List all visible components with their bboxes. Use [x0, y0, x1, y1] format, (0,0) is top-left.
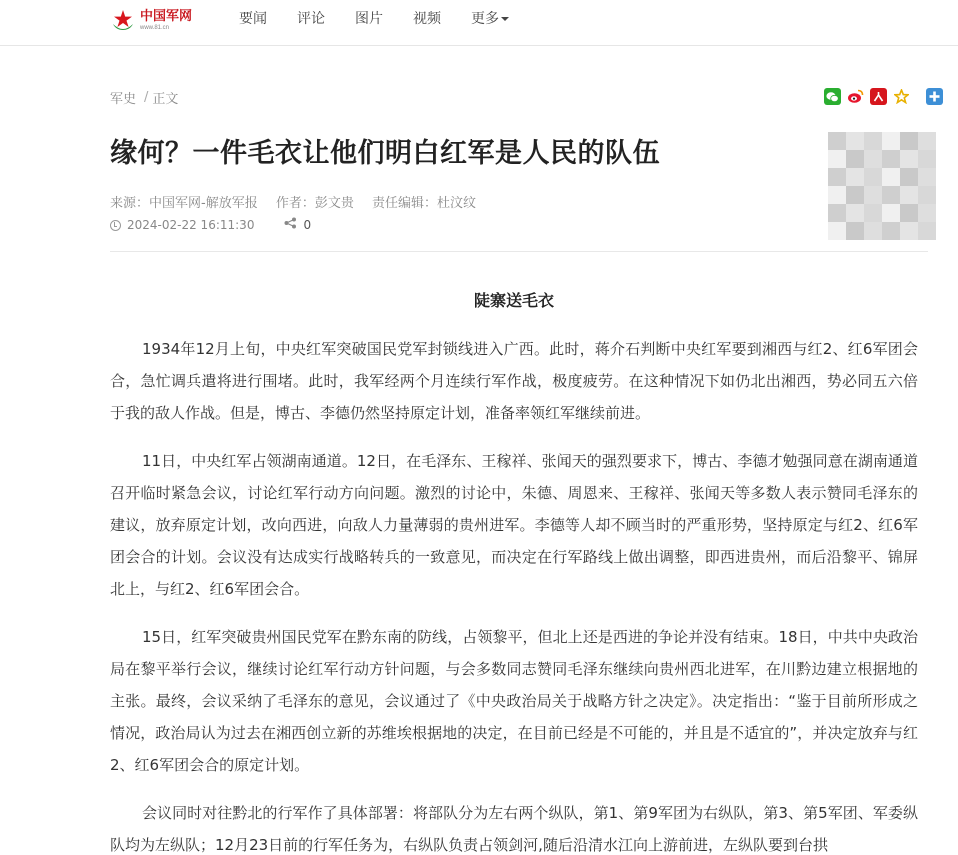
article-title: 缘何？一件毛衣让他们明白红军是人民的队伍: [110, 138, 660, 169]
article-source: 来源：中国军网-解放军报: [110, 196, 258, 211]
weibo-icon[interactable]: [847, 88, 864, 105]
nav-item-photos[interactable]: 图片: [355, 11, 383, 27]
people-daily-icon[interactable]: [870, 88, 887, 105]
nav-item-video[interactable]: 视频: [413, 11, 441, 27]
article-paragraph: 1934年12月上旬，中央红军突破国民党军封锁线进入广西。此时，蒋介石判断中央红军要到湘西与红2、红6军团会合，急忙调兵遣将进行围堵。此时，我军经两个月连续行军作战，极度疲劳。在这种情况下如仍北出湘西，势必同五六倍于我的敌人作战。但是，博古、李德仍然坚持原定计划，准备率领红军继续前进。: [110, 340, 918, 422]
article-author: 作者：彭文贵: [275, 196, 354, 211]
article-editor: 责任编辑：杜汶纹: [372, 196, 477, 211]
article-body: [110, 333, 918, 855]
share-icon[interactable]: [284, 217, 297, 233]
clock-icon: [110, 220, 121, 231]
share-count: 0: [303, 218, 312, 232]
main-nav: [239, 10, 539, 28]
divider: [110, 251, 928, 252]
logo-text: 中国军网: [140, 8, 193, 24]
qr-code-image: [828, 132, 936, 240]
star-icon[interactable]: [893, 88, 910, 105]
logo-emblem-icon: [110, 7, 136, 33]
article-datetime: 2024-02-22 16:11:30: [127, 218, 255, 232]
article-paragraph: 会议同时对往黔北的行军作了具体部署：将部队分为左右两个纵队，第1、第9军团为右纵队，第3、第5军团、军委纵队均为左纵队；12月23日前的行军任务为，右纵队负责占领剑河,随后沿清水江向上游前进，左纵队要到台拱: [110, 804, 918, 854]
nav-item-comment[interactable]: 评论: [297, 11, 325, 27]
breadcrumb-separator: /: [144, 90, 149, 105]
site-logo[interactable]: [110, 6, 192, 34]
breadcrumb-item-history[interactable]: 军史: [110, 92, 137, 107]
nav-item-more[interactable]: [471, 10, 509, 28]
top-nav-bar: [0, 0, 958, 46]
breadcrumb: [110, 88, 178, 107]
nav-item-news[interactable]: 要闻: [239, 11, 267, 27]
chevron-down-icon: [501, 17, 509, 21]
article-paragraph: 11日，中央红军占领湖南通道。12日，在毛泽东、王稼祥、张闻天的强烈要求下，博古、李德才勉强同意在湖南通道召开临时紧急会议，讨论红军行动方向问题。激烈的讨论中，朱德、周恩来、王稼祥、张闻天等多数人表示赞同毛泽东的建议，放弃原定计划，改向西进，向敌人力量薄弱的贵州进军。李德等人却不顾当时的严重形势，坚持原定与红2、红6军团会合的计划。会议没有达成实行战略转兵的一致意见，而决定在行军路线上做出调整，即西进贵州，而后沿黎平、锦屏北上，与红2、红6军团会合。: [110, 452, 918, 598]
article-meta: [110, 192, 490, 211]
share-bar: [824, 88, 943, 105]
article-meta-secondary: [110, 217, 311, 233]
logo-url: www.81.cn: [140, 24, 170, 31]
wechat-icon[interactable]: [824, 88, 841, 105]
plus-icon[interactable]: [926, 88, 943, 105]
breadcrumb-item-body: 正文: [152, 92, 179, 107]
article-subheading: 陡寨送毛衣: [473, 291, 554, 310]
nav-more-label: 更多: [471, 11, 499, 27]
article-paragraph: 15日，红军突破贵州国民党军在黔东南的防线，占领黎平，但北上还是西进的争论并没有结束。18日，中共中央政治局在黎平举行会议，继续讨论红军行动方针问题，与会多数同志赞同毛泽东继续向贵州西北进军，在川黔边建立根据地的主张。最终，会议采纳了毛泽东的意见，会议通过了《中央政治局关于战略方针之决定》。决定指出：“鉴于目前所形成之情况，政治局认为过去在湘西创立新的苏维埃根据地的决定，在目前已经是不可能的，并且是不适宜的”，并决定放弃与红2、红6军团会合的原定计划。: [110, 628, 918, 774]
